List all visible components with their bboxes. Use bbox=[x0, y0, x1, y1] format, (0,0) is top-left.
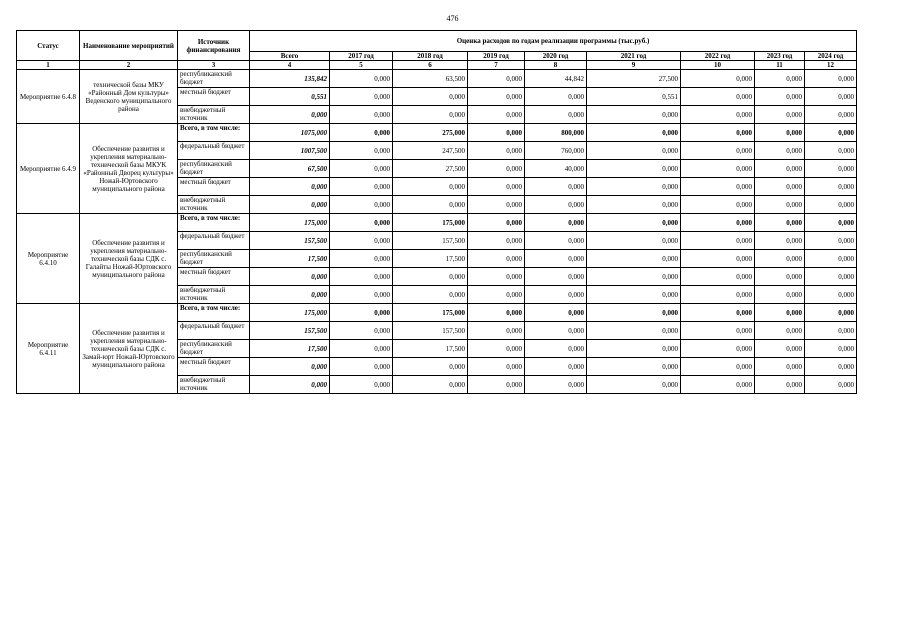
year-value: 0,000 bbox=[755, 178, 805, 196]
funding-source: республиканский бюджет bbox=[178, 340, 250, 358]
total-value: 0,000 bbox=[250, 376, 330, 394]
total-value: 17,500 bbox=[250, 340, 330, 358]
total-value: 135,842 bbox=[250, 70, 330, 88]
year-value: 275,000 bbox=[393, 124, 468, 142]
year-value: 0,000 bbox=[755, 232, 805, 250]
year-value: 0,000 bbox=[681, 232, 755, 250]
year-value: 0,000 bbox=[587, 268, 681, 286]
year-value: 0,000 bbox=[805, 142, 857, 160]
table-row bbox=[17, 214, 857, 232]
year-value: 17,500 bbox=[393, 250, 468, 268]
column-number: 11 bbox=[755, 61, 805, 70]
year-value: 40,000 bbox=[525, 160, 587, 178]
year-value: 760,000 bbox=[525, 142, 587, 160]
funding-source: внебюджетный источник bbox=[178, 106, 250, 124]
year-value: 0,000 bbox=[755, 70, 805, 88]
column-number: 8 bbox=[525, 61, 587, 70]
funding-source: Всего, в том числе: bbox=[178, 214, 250, 232]
year-value: 0,000 bbox=[468, 232, 525, 250]
year-value: 0,000 bbox=[330, 160, 393, 178]
year-value: 0,000 bbox=[468, 160, 525, 178]
year-value: 0,000 bbox=[525, 178, 587, 196]
total-value: 0,000 bbox=[250, 106, 330, 124]
funding-source: внебюджетный источник bbox=[178, 196, 250, 214]
year-value: 0,000 bbox=[755, 322, 805, 340]
year-value: 0,000 bbox=[330, 286, 393, 304]
year-value: 0,000 bbox=[587, 358, 681, 376]
year-value: 0,000 bbox=[755, 340, 805, 358]
year-value: 0,000 bbox=[330, 304, 393, 322]
header-year: 2020 год bbox=[525, 52, 587, 61]
year-value: 0,000 bbox=[468, 376, 525, 394]
year-value: 0,000 bbox=[525, 214, 587, 232]
measure-name: Обеспечение развития и укрепления материально-технической базы СДК с. Замай-юрт Ножай-Юртовского муниципального района bbox=[80, 304, 178, 394]
year-value: 0,000 bbox=[525, 232, 587, 250]
total-value: 175,000 bbox=[250, 304, 330, 322]
measure-name: Обеспечение развития и укрепления материально-технической базы МКУК «Районный Дворец культуры» Ножай-Юртовского муниципального района bbox=[80, 124, 178, 214]
header-year: 2017 год bbox=[330, 52, 393, 61]
year-value: 0,000 bbox=[681, 358, 755, 376]
funding-source: местный бюджет bbox=[178, 178, 250, 196]
year-value: 0,000 bbox=[681, 160, 755, 178]
funding-source: республиканский бюджет bbox=[178, 70, 250, 88]
year-value: 0,000 bbox=[468, 214, 525, 232]
column-number: 5 bbox=[330, 61, 393, 70]
year-value: 0,000 bbox=[681, 142, 755, 160]
measure-name: Обеспечение развития и укрепления материально-технической базы СДК с. Галайты Ножай-Юртовского муниципального района bbox=[80, 214, 178, 304]
funding-source: федеральный бюджет bbox=[178, 232, 250, 250]
year-value: 0,000 bbox=[681, 376, 755, 394]
year-value: 0,000 bbox=[755, 124, 805, 142]
column-number: 4 bbox=[250, 61, 330, 70]
funding-source: Всего, в том числе: bbox=[178, 304, 250, 322]
page-number: 476 bbox=[446, 14, 459, 23]
year-value: 0,000 bbox=[525, 268, 587, 286]
year-value: 0,000 bbox=[587, 106, 681, 124]
year-value: 0,000 bbox=[393, 286, 468, 304]
total-value: 0,000 bbox=[250, 196, 330, 214]
year-value: 0,000 bbox=[805, 88, 857, 106]
year-value: 0,000 bbox=[330, 214, 393, 232]
measure-status: Мероприятие 6.4.8 bbox=[17, 70, 80, 124]
table-row bbox=[17, 70, 857, 88]
year-value: 0,000 bbox=[393, 106, 468, 124]
year-value: 0,000 bbox=[681, 124, 755, 142]
header-name: Наименование мероприятий bbox=[80, 31, 178, 61]
year-value: 0,000 bbox=[330, 232, 393, 250]
year-value: 0,000 bbox=[468, 250, 525, 268]
year-value: 0,000 bbox=[681, 214, 755, 232]
column-number: 2 bbox=[80, 61, 178, 70]
year-value: 0,000 bbox=[525, 286, 587, 304]
year-value: 0,000 bbox=[587, 250, 681, 268]
year-value: 0,000 bbox=[587, 142, 681, 160]
year-value: 0,000 bbox=[587, 232, 681, 250]
year-value: 0,000 bbox=[755, 268, 805, 286]
header-estimate: Оценка расходов по годам реализации программы (тыс.руб.) bbox=[250, 31, 857, 52]
year-value: 63,500 bbox=[393, 70, 468, 88]
funding-source: местный бюджет bbox=[178, 268, 250, 286]
year-value: 0,000 bbox=[330, 124, 393, 142]
column-number: 9 bbox=[587, 61, 681, 70]
table-row bbox=[17, 304, 857, 322]
year-value: 0,551 bbox=[587, 88, 681, 106]
year-value: 0,000 bbox=[805, 340, 857, 358]
total-value: 1075,000 bbox=[250, 124, 330, 142]
header-year: Всего bbox=[250, 52, 330, 61]
column-number: 3 bbox=[178, 61, 250, 70]
column-numbers-row bbox=[17, 61, 857, 70]
measure-status: Мероприятие 6.4.11 bbox=[17, 304, 80, 394]
year-value: 0,000 bbox=[468, 304, 525, 322]
year-value: 0,000 bbox=[755, 106, 805, 124]
year-value: 0,000 bbox=[330, 250, 393, 268]
header-year: 2023 год bbox=[755, 52, 805, 61]
funding-source: Всего, в том числе: bbox=[178, 124, 250, 142]
year-value: 0,000 bbox=[330, 268, 393, 286]
total-value: 0,000 bbox=[250, 286, 330, 304]
year-value: 0,000 bbox=[805, 376, 857, 394]
year-value: 0,000 bbox=[681, 268, 755, 286]
year-value: 0,000 bbox=[330, 358, 393, 376]
year-value: 0,000 bbox=[755, 358, 805, 376]
year-value: 0,000 bbox=[755, 214, 805, 232]
year-value: 0,000 bbox=[587, 214, 681, 232]
year-value: 0,000 bbox=[587, 178, 681, 196]
year-value: 0,000 bbox=[468, 124, 525, 142]
year-value: 0,000 bbox=[681, 196, 755, 214]
column-number: 6 bbox=[393, 61, 468, 70]
year-value: 0,000 bbox=[681, 250, 755, 268]
year-value: 0,000 bbox=[805, 304, 857, 322]
year-value: 247,500 bbox=[393, 142, 468, 160]
year-value: 0,000 bbox=[468, 340, 525, 358]
year-value: 0,000 bbox=[468, 268, 525, 286]
year-value: 0,000 bbox=[468, 178, 525, 196]
year-value: 0,000 bbox=[330, 340, 393, 358]
header-year: 2022 год bbox=[681, 52, 755, 61]
year-value: 0,000 bbox=[525, 88, 587, 106]
year-value: 0,000 bbox=[755, 286, 805, 304]
year-value: 0,000 bbox=[587, 376, 681, 394]
funding-source: местный бюджет bbox=[178, 358, 250, 376]
year-value: 0,000 bbox=[525, 196, 587, 214]
year-value: 0,000 bbox=[805, 106, 857, 124]
year-value: 0,000 bbox=[755, 376, 805, 394]
total-value: 175,000 bbox=[250, 214, 330, 232]
year-value: 0,000 bbox=[805, 268, 857, 286]
year-value: 0,000 bbox=[805, 178, 857, 196]
funding-source: внебюджетный источник bbox=[178, 286, 250, 304]
year-value: 0,000 bbox=[681, 340, 755, 358]
year-value: 0,000 bbox=[393, 358, 468, 376]
column-number: 7 bbox=[468, 61, 525, 70]
year-value: 0,000 bbox=[805, 286, 857, 304]
year-value: 0,000 bbox=[805, 70, 857, 88]
year-value: 0,000 bbox=[755, 88, 805, 106]
header-year: 2019 год bbox=[468, 52, 525, 61]
total-value: 157,500 bbox=[250, 232, 330, 250]
table-row bbox=[17, 124, 857, 142]
year-value: 0,000 bbox=[393, 196, 468, 214]
year-value: 0,000 bbox=[468, 106, 525, 124]
year-value: 0,000 bbox=[330, 196, 393, 214]
year-value: 0,000 bbox=[587, 286, 681, 304]
year-value: 175,000 bbox=[393, 304, 468, 322]
funding-source: федеральный бюджет bbox=[178, 142, 250, 160]
year-value: 0,000 bbox=[525, 106, 587, 124]
year-value: 17,500 bbox=[393, 340, 468, 358]
year-value: 0,000 bbox=[525, 304, 587, 322]
measure-status: Мероприятие 6.4.10 bbox=[17, 214, 80, 304]
year-value: 0,000 bbox=[681, 106, 755, 124]
year-value: 0,000 bbox=[393, 376, 468, 394]
funding-source: внебюджетный источник bbox=[178, 376, 250, 394]
header-source: Источник финансирования bbox=[178, 31, 250, 61]
year-value: 0,000 bbox=[587, 160, 681, 178]
year-value: 0,000 bbox=[330, 376, 393, 394]
year-value: 0,000 bbox=[587, 304, 681, 322]
year-value: 0,000 bbox=[468, 88, 525, 106]
funding-source: местный бюджет bbox=[178, 88, 250, 106]
year-value: 0,000 bbox=[805, 250, 857, 268]
total-value: 0,000 bbox=[250, 178, 330, 196]
year-value: 0,000 bbox=[681, 286, 755, 304]
year-value: 0,000 bbox=[681, 70, 755, 88]
year-value: 0,000 bbox=[755, 142, 805, 160]
total-value: 0,000 bbox=[250, 268, 330, 286]
year-value: 0,000 bbox=[755, 196, 805, 214]
year-value: 0,000 bbox=[330, 70, 393, 88]
total-value: 67,500 bbox=[250, 160, 330, 178]
year-value: 0,000 bbox=[755, 160, 805, 178]
header-year: 2021 год bbox=[587, 52, 681, 61]
year-value: 0,000 bbox=[681, 322, 755, 340]
year-value: 175,000 bbox=[393, 214, 468, 232]
year-value: 0,000 bbox=[805, 196, 857, 214]
year-value: 0,000 bbox=[681, 88, 755, 106]
year-value: 0,000 bbox=[468, 70, 525, 88]
funding-source: республиканский бюджет bbox=[178, 250, 250, 268]
budget-table bbox=[16, 30, 857, 394]
header-year: 2024 год bbox=[805, 52, 857, 61]
year-value: 0,000 bbox=[587, 196, 681, 214]
year-value: 800,000 bbox=[525, 124, 587, 142]
year-value: 0,000 bbox=[805, 124, 857, 142]
year-value: 157,500 bbox=[393, 232, 468, 250]
year-value: 0,000 bbox=[755, 304, 805, 322]
year-value: 0,000 bbox=[330, 142, 393, 160]
year-value: 0,000 bbox=[525, 322, 587, 340]
year-value: 0,000 bbox=[587, 340, 681, 358]
total-value: 17,500 bbox=[250, 250, 330, 268]
year-value: 0,000 bbox=[468, 286, 525, 304]
year-value: 44,842 bbox=[525, 70, 587, 88]
year-value: 27,500 bbox=[393, 160, 468, 178]
year-value: 0,000 bbox=[587, 124, 681, 142]
year-value: 0,000 bbox=[805, 232, 857, 250]
year-value: 0,000 bbox=[468, 142, 525, 160]
total-value: 0,000 bbox=[250, 358, 330, 376]
measure-status: Мероприятие 6.4.9 bbox=[17, 124, 80, 214]
year-value: 0,000 bbox=[468, 358, 525, 376]
year-value: 0,000 bbox=[468, 196, 525, 214]
funding-source: республиканский бюджет bbox=[178, 160, 250, 178]
year-value: 0,000 bbox=[330, 88, 393, 106]
measure-name: технической базы МКУ «Районный Дом культуры» Веденского муниципального района bbox=[80, 70, 178, 124]
funding-source: федеральный бюджет bbox=[178, 322, 250, 340]
year-value: 0,000 bbox=[805, 214, 857, 232]
year-value: 0,000 bbox=[805, 322, 857, 340]
year-value: 0,000 bbox=[468, 322, 525, 340]
year-value: 0,000 bbox=[393, 88, 468, 106]
header-year: 2018 год bbox=[393, 52, 468, 61]
year-value: 0,000 bbox=[330, 322, 393, 340]
year-value: 0,000 bbox=[587, 322, 681, 340]
header-status: Статус bbox=[17, 31, 80, 61]
year-value: 0,000 bbox=[525, 340, 587, 358]
year-value: 0,000 bbox=[330, 106, 393, 124]
year-value: 0,000 bbox=[755, 250, 805, 268]
year-value: 0,000 bbox=[525, 358, 587, 376]
column-number: 1 bbox=[17, 61, 80, 70]
year-value: 0,000 bbox=[525, 376, 587, 394]
year-value: 0,000 bbox=[330, 178, 393, 196]
year-value: 0,000 bbox=[393, 268, 468, 286]
year-value: 0,000 bbox=[805, 358, 857, 376]
year-value: 27,500 bbox=[587, 70, 681, 88]
total-value: 1007,500 bbox=[250, 142, 330, 160]
year-value: 0,000 bbox=[805, 160, 857, 178]
column-number: 12 bbox=[805, 61, 857, 70]
total-value: 157,500 bbox=[250, 322, 330, 340]
year-value: 0,000 bbox=[393, 178, 468, 196]
year-value: 0,000 bbox=[681, 178, 755, 196]
year-value: 0,000 bbox=[525, 250, 587, 268]
year-value: 157,500 bbox=[393, 322, 468, 340]
column-number: 10 bbox=[681, 61, 755, 70]
total-value: 0,551 bbox=[250, 88, 330, 106]
year-value: 0,000 bbox=[681, 304, 755, 322]
